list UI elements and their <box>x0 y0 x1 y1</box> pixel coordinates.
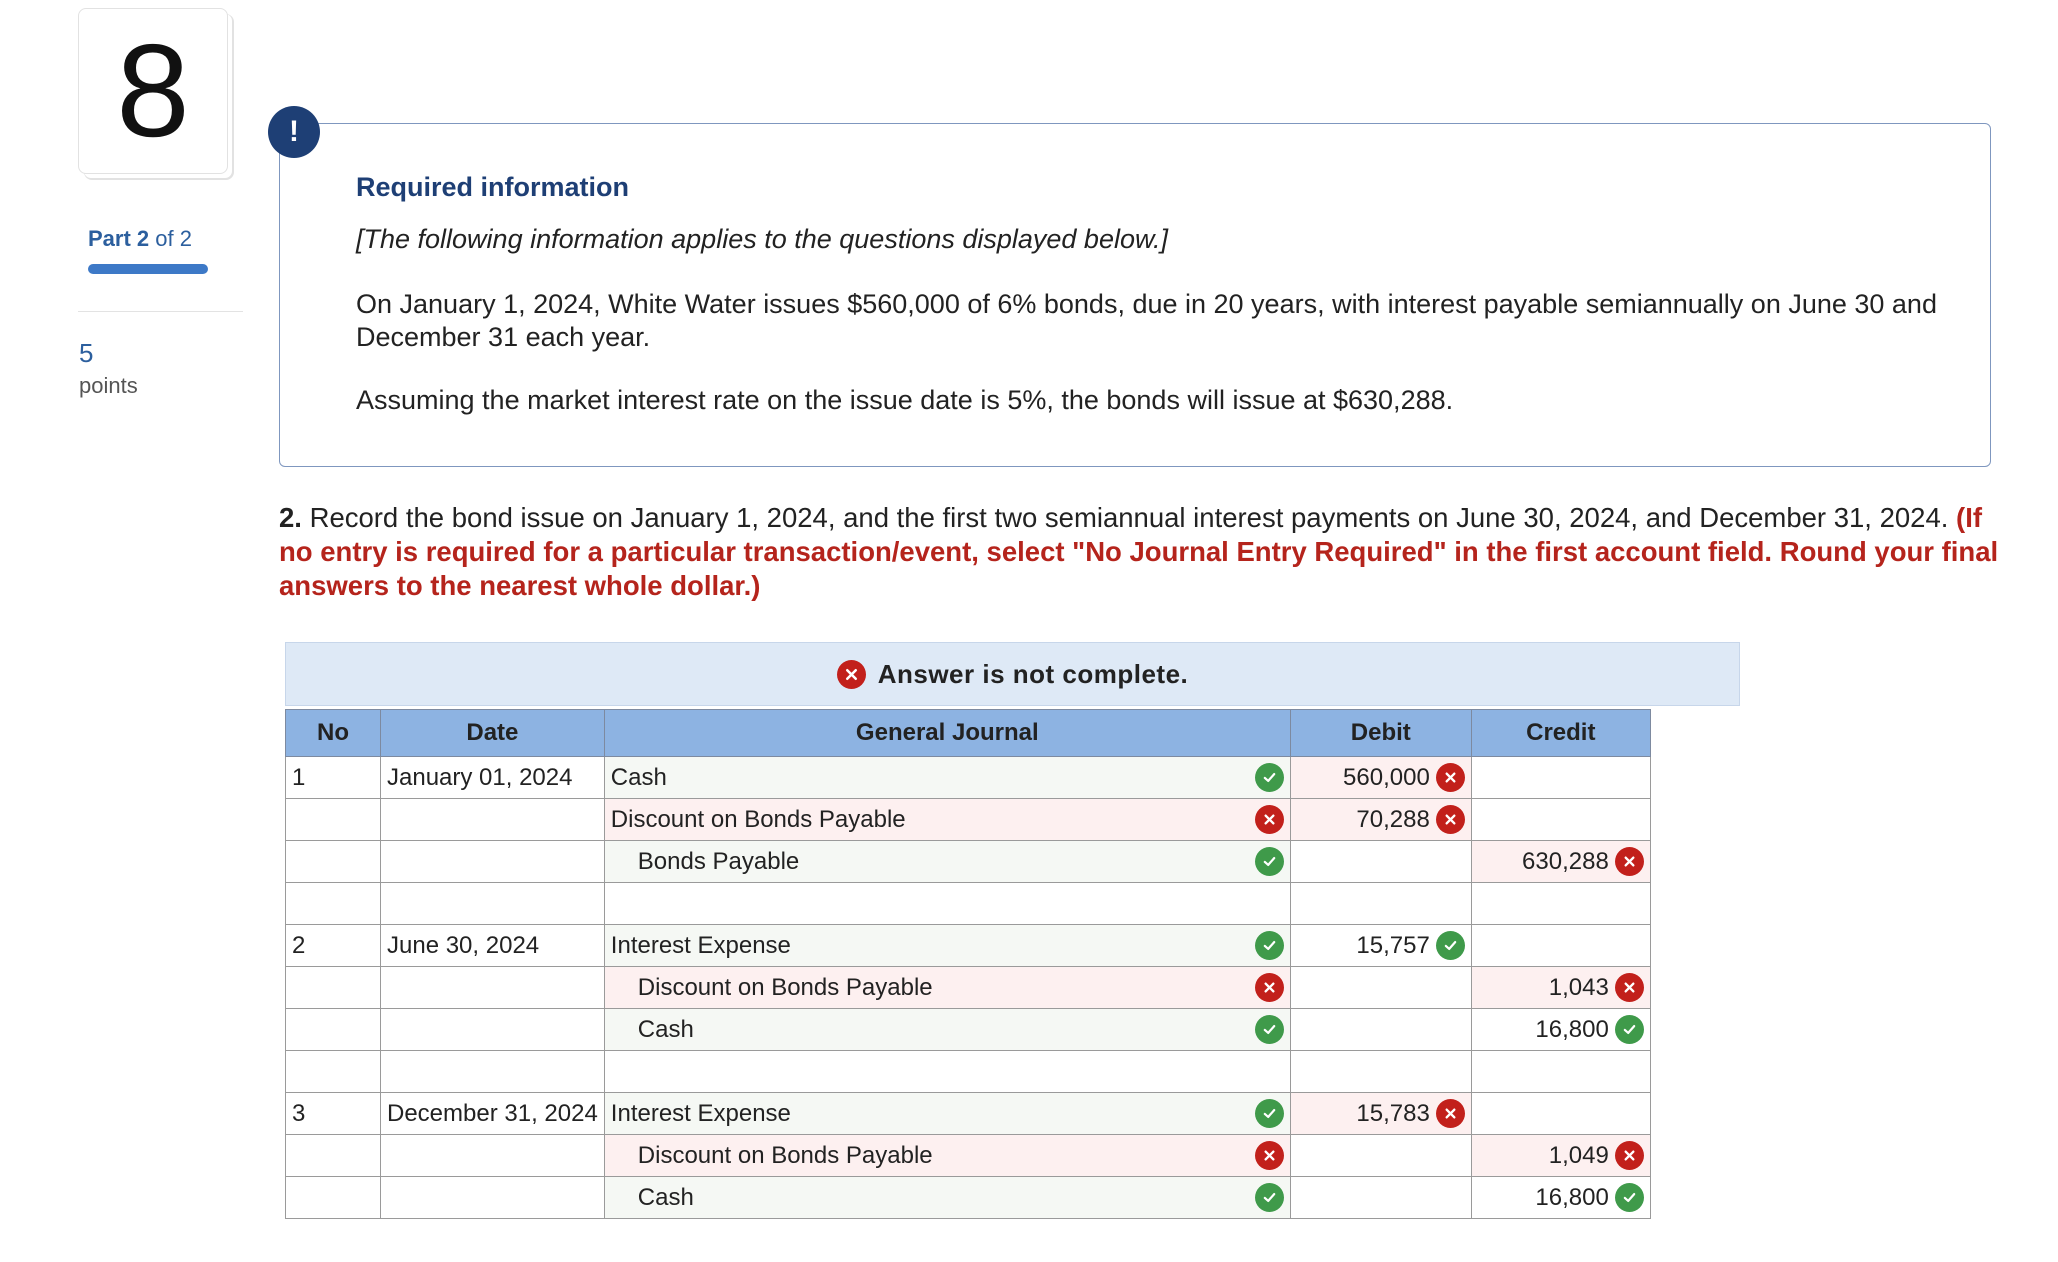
journal-row <box>286 1051 1651 1093</box>
part-progress-bar <box>88 264 208 274</box>
col-header-no: No <box>286 710 381 757</box>
entry-date-cell[interactable] <box>381 799 605 841</box>
entry-number-cell <box>286 799 381 841</box>
entry-number-cell: 2 <box>286 925 381 967</box>
entry-number-cell <box>286 1135 381 1177</box>
question-instruction: (If no entry is required for a particular transaction/event, select "No Journal Entry Required" in the first account field. Round your final answers to the nearest whole dollar.) <box>279 502 1999 601</box>
journal-row <box>286 1009 1651 1051</box>
incorrect-x-icon <box>1615 973 1644 1002</box>
col-header-credit: Credit <box>1471 710 1650 757</box>
correct-check-icon <box>1255 1015 1284 1044</box>
info-note: [The following information applies to the questions displayed below.] <box>356 224 1168 254</box>
account-name: Cash <box>610 763 667 791</box>
entry-date-cell[interactable]: January 01, 2024 <box>381 757 605 799</box>
col-header-debit: Debit <box>1290 710 1471 757</box>
credit-amount: 16,800 <box>1535 1183 1609 1211</box>
entry-date-cell[interactable] <box>381 883 605 925</box>
incorrect-x-icon <box>1615 847 1644 876</box>
debit-cell[interactable] <box>1290 1051 1471 1093</box>
account-cell[interactable] <box>604 799 1290 841</box>
journal-row <box>286 799 1651 841</box>
debit-cell[interactable] <box>1290 883 1471 925</box>
journal-row <box>286 1177 1651 1219</box>
incorrect-icon <box>837 660 866 689</box>
credit-cell[interactable] <box>1471 841 1650 883</box>
incorrect-x-icon <box>1436 763 1465 792</box>
debit-cell[interactable] <box>1290 1093 1471 1135</box>
debit-cell[interactable] <box>1290 967 1471 1009</box>
account-cell[interactable] <box>604 1051 1290 1093</box>
col-header-general-journal: General Journal <box>604 710 1290 757</box>
entry-date-cell[interactable] <box>381 967 605 1009</box>
info-paragraph-1: On January 1, 2024, White Water issues $560,000 of 6% bonds, due in 20 years, with interest payable semiannually on June 30 and December 31 each year. <box>356 289 1937 352</box>
question-prompt <box>279 501 1999 603</box>
entry-number-cell <box>286 1177 381 1219</box>
correct-check-icon <box>1255 931 1284 960</box>
entry-number-cell <box>286 1009 381 1051</box>
credit-amount: 16,800 <box>1535 1015 1609 1043</box>
credit-amount: 1,043 <box>1548 973 1609 1001</box>
left-divider <box>78 311 243 312</box>
credit-cell[interactable] <box>1471 1009 1650 1051</box>
part-current: Part 2 <box>88 226 150 251</box>
entry-number-cell: 1 <box>286 757 381 799</box>
credit-cell[interactable] <box>1471 757 1650 799</box>
question-number: 8 <box>116 17 190 164</box>
credit-amount: 1,049 <box>1548 1141 1609 1169</box>
journal-table <box>285 709 1651 1219</box>
correct-check-icon <box>1255 763 1284 792</box>
credit-cell[interactable] <box>1471 799 1650 841</box>
journal-row <box>286 1093 1651 1135</box>
entry-number-cell <box>286 967 381 1009</box>
journal-row <box>286 967 1651 1009</box>
account-cell[interactable] <box>604 757 1290 799</box>
info-title: Required information <box>356 172 630 202</box>
entry-number-cell <box>286 841 381 883</box>
entry-date-cell[interactable]: December 31, 2024 <box>381 1093 605 1135</box>
correct-check-icon <box>1615 1015 1644 1044</box>
debit-cell[interactable] <box>1290 841 1471 883</box>
account-name: Interest Expense <box>610 1099 791 1127</box>
credit-cell[interactable] <box>1471 1051 1650 1093</box>
incorrect-x-icon <box>1615 1141 1644 1170</box>
account-cell[interactable] <box>604 1135 1290 1177</box>
credit-cell[interactable] <box>1471 883 1650 925</box>
debit-cell[interactable] <box>1290 799 1471 841</box>
debit-amount: 15,783 <box>1356 1099 1430 1127</box>
account-cell[interactable] <box>604 1177 1290 1219</box>
entry-number-cell <box>286 883 381 925</box>
journal-row <box>286 841 1651 883</box>
incorrect-x-icon <box>1255 805 1284 834</box>
question-number-card <box>78 8 228 174</box>
debit-amount: 560,000 <box>1343 763 1430 791</box>
debit-cell[interactable] <box>1290 1009 1471 1051</box>
account-cell[interactable] <box>604 1009 1290 1051</box>
incorrect-x-icon <box>1255 973 1284 1002</box>
answer-status-text: Answer is not complete. <box>877 658 1189 689</box>
account-name: Cash <box>637 1015 694 1043</box>
account-name: Interest Expense <box>610 931 791 959</box>
alert-icon: ! <box>268 106 320 158</box>
entry-date-cell[interactable] <box>381 1009 605 1051</box>
account-name: Discount on Bonds Payable <box>610 805 906 833</box>
credit-amount: 630,288 <box>1522 847 1609 875</box>
debit-cell[interactable] <box>1290 757 1471 799</box>
account-name: Bonds Payable <box>637 847 800 875</box>
correct-check-icon <box>1255 847 1284 876</box>
entry-number-cell: 3 <box>286 1093 381 1135</box>
col-header-date: Date <box>381 710 605 757</box>
journal-row <box>286 883 1651 925</box>
answer-status-banner <box>285 642 1740 706</box>
entry-date-cell[interactable]: June 30, 2024 <box>381 925 605 967</box>
correct-check-icon <box>1255 1099 1284 1128</box>
account-name: Cash <box>637 1183 694 1211</box>
credit-cell[interactable] <box>1471 967 1650 1009</box>
correct-check-icon <box>1615 1183 1644 1212</box>
account-name: Discount on Bonds Payable <box>637 973 933 1001</box>
entry-number-cell <box>286 1051 381 1093</box>
question-part-number: 2. <box>279 502 302 533</box>
journal-header-row <box>286 710 1651 757</box>
debit-cell[interactable] <box>1290 925 1471 967</box>
account-cell[interactable] <box>604 967 1290 1009</box>
account-cell[interactable] <box>604 1093 1290 1135</box>
credit-cell[interactable] <box>1471 1093 1650 1135</box>
journal-row <box>286 925 1651 967</box>
credit-cell[interactable] <box>1471 1135 1650 1177</box>
incorrect-x-icon <box>1436 805 1465 834</box>
part-total: of 2 <box>149 226 192 251</box>
points-label: points <box>79 373 138 398</box>
entry-date-cell[interactable] <box>381 841 605 883</box>
question-text: Record the bond issue on January 1, 2024, and the first two semiannual interest payments on June 30, 2024, and December 31, 2024. <box>301 502 1957 533</box>
part-indicator <box>88 226 192 252</box>
journal-row <box>286 757 1651 799</box>
entry-date-cell[interactable] <box>381 1177 605 1219</box>
credit-cell[interactable] <box>1471 1177 1650 1219</box>
debit-cell[interactable] <box>1290 1177 1471 1219</box>
incorrect-x-icon <box>1436 1099 1465 1128</box>
account-cell[interactable] <box>604 925 1290 967</box>
journal-row <box>286 1135 1651 1177</box>
account-name: Discount on Bonds Payable <box>637 1141 933 1169</box>
correct-check-icon <box>1255 1183 1284 1212</box>
points-value: 5 <box>79 338 94 368</box>
entry-date-cell[interactable] <box>381 1051 605 1093</box>
account-cell[interactable] <box>604 883 1290 925</box>
debit-cell[interactable] <box>1290 1135 1471 1177</box>
debit-amount: 15,757 <box>1356 931 1430 959</box>
credit-cell[interactable] <box>1471 925 1650 967</box>
correct-check-icon <box>1436 931 1465 960</box>
info-paragraph-2: Assuming the market interest rate on the issue date is 5%, the bonds will issue at $630,288. <box>356 385 1454 415</box>
entry-date-cell[interactable] <box>381 1135 605 1177</box>
account-cell[interactable] <box>604 841 1290 883</box>
debit-amount: 70,288 <box>1356 805 1430 833</box>
journal-body <box>286 757 1651 1219</box>
incorrect-x-icon <box>1255 1141 1284 1170</box>
